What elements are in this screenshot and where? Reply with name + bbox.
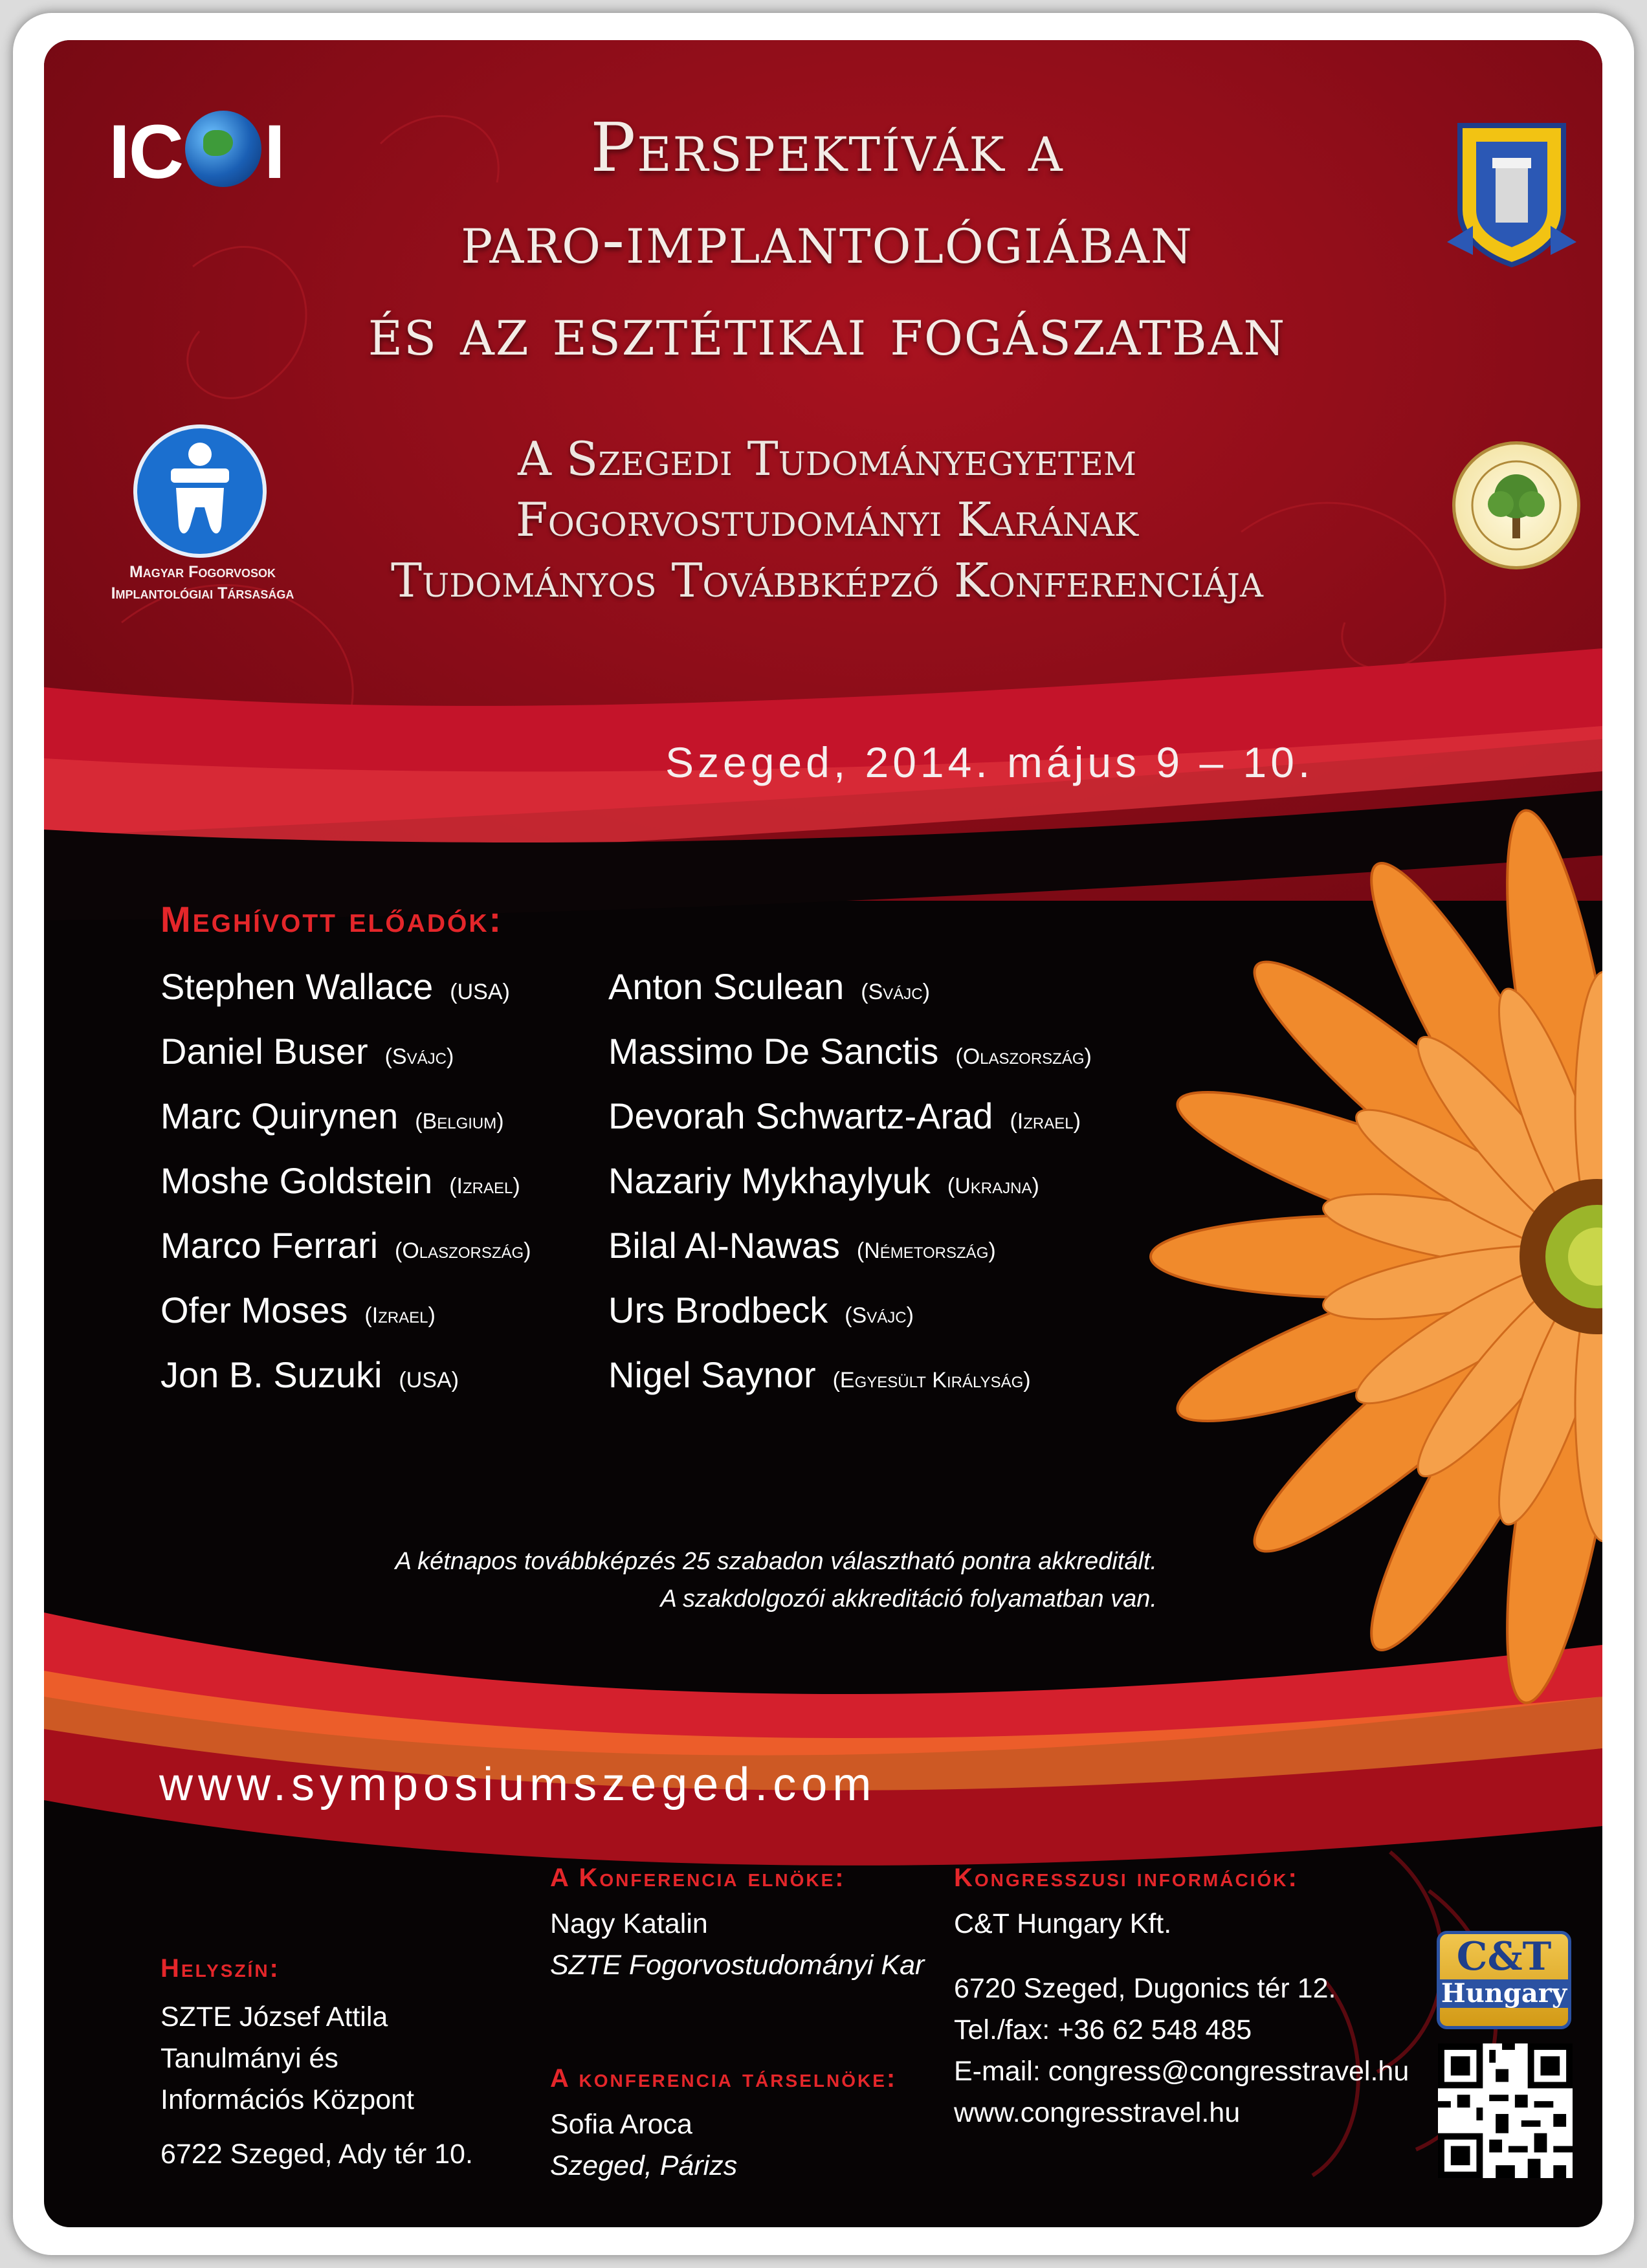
speaker-country: (Olaszország) [955,1044,1092,1069]
congress-heading: Kongresszusi információk: [954,1864,1299,1892]
icoi-logo-right: I [264,109,284,195]
president-heading: A Konferencia elnöke: [550,1864,846,1892]
speaker-country: (USA) [450,980,510,1004]
speaker-name: Nigel Saynor [608,1354,816,1395]
title-line: és az esztétikai fogászatban [368,292,1287,371]
speaker-name: Daniel Buser [160,1031,368,1072]
congress-address: 6720 Szeged, Dugonics tér 12. [954,1973,1336,2004]
orange-flower [1151,804,1602,1710]
accreditation-note [290,1543,1157,1618]
co-president-name: Sofia Aroca [550,2109,692,2140]
ct-logo-top: C&T [1456,1934,1552,1979]
accreditation-line: A szakdolgozói akkreditáció folyamatban van. [660,1585,1157,1613]
venue-line: SZTE József Attila [160,2001,388,2032]
speaker-country: (Belgium) [415,1109,504,1134]
event-date: Szeged, 2014. május 9 – 10. [665,738,1314,786]
venue-heading: Helyszín: [160,1954,280,1983]
speaker-country: (Izrael) [1010,1109,1081,1134]
speaker-name: Marc Quirynen [160,1095,399,1136]
congress-info-block [954,1864,1409,2133]
congress-phone: Tel./fax: +36 62 548 485 [954,2014,1252,2045]
president-affiliation: SZTE Fogorvostudományi Kar [550,1950,925,1981]
venue-line: Tanulmányi és [160,2043,338,2074]
speaker-item [608,1030,1092,1095]
title-line: paro-implantológiában [461,200,1193,279]
speaker-country: (Izrael) [364,1303,436,1328]
mfit-name-line: Magyar Fogorvosok [129,563,276,581]
speaker-name: Marco Ferrari [160,1225,379,1266]
speaker-country: (Svájc) [384,1044,454,1069]
venue-address: 6722 Szeged, Ady tér 10. [160,2139,473,2170]
mfit-name-line: Implantológiai Társasága [111,584,294,602]
speaker-name: Urs Brodbeck [608,1290,828,1330]
speaker-name: Devorah Schwartz-Arad [608,1095,993,1136]
ct-logo-bottom: Hungary [1441,1978,1567,2009]
periodontology-society-tree-icon [1452,441,1580,569]
speaker-item [160,1095,531,1160]
speaker-name: Moshe Goldstein [160,1160,433,1201]
speaker-country: (USA) [399,1368,459,1393]
speaker-country: (Olaszország) [395,1239,531,1263]
speaker-item [160,965,531,1030]
page-title [212,102,1442,377]
title-line: Perspektívák a [590,108,1064,187]
venue-line: Információs Központ [160,2084,414,2115]
speaker-country: (Egyesült Királyság) [832,1368,1031,1393]
speaker-item [160,1354,531,1418]
ct-hungary-logo [1437,1931,1571,2029]
president-block [550,1864,924,1986]
speaker-name: Jon B. Suzuki [160,1354,382,1395]
website-link[interactable]: www.symposiumszeged.com [159,1759,877,1811]
speakers-heading: Meghívott előadók: [160,899,503,940]
congress-company: C&T Hungary Kft. [954,1908,1172,1939]
subtitle-line: A Szegedi Tudományegyetem [517,432,1137,486]
accreditation-line: A kétnapos továbbképzés 25 szabadon választható pontra akkreditált. [395,1548,1157,1575]
speaker-country: (Svájc) [845,1303,914,1328]
speakers-left-column [160,965,531,1418]
venue-block [160,1954,473,2175]
speaker-item [608,965,1092,1030]
subtitle [238,428,1416,611]
speaker-name: Anton Sculean [608,966,845,1007]
speaker-name: Nazariy Mykhaylyuk [608,1160,931,1201]
co-president-affiliation: Szeged, Párizs [550,2150,738,2181]
speaker-country: (Svájc) [861,980,930,1004]
president-name: Nagy Katalin [550,1908,708,1939]
speaker-country: (Izrael) [449,1174,520,1198]
speaker-item [608,1289,1092,1354]
congress-web[interactable]: www.congresstravel.hu [954,2097,1241,2128]
congress-email[interactable]: E-mail: congress@congresstravel.hu [954,2056,1409,2087]
speaker-item [608,1160,1092,1224]
speaker-name: Massimo De Sanctis [608,1031,939,1072]
speaker-country: (Ukrajna) [947,1174,1039,1198]
speaker-name: Bilal Al-Nawas [608,1225,840,1266]
icoi-logo-left: IC [109,109,182,195]
speaker-item [608,1095,1092,1160]
speaker-item [160,1030,531,1095]
speaker-country: (Németország) [856,1239,996,1263]
qr-code-icon [1438,2043,1573,2178]
speaker-item [160,1289,531,1354]
poster [44,40,1602,2227]
subtitle-line: Fogorvostudományi Karának [515,492,1139,547]
co-president-heading: A konferencia társelnöke: [550,2064,898,2093]
speaker-item [160,1224,531,1289]
speaker-name: Stephen Wallace [160,966,434,1007]
subtitle-line: Tudományos Továbbképző Konferenciája [391,553,1263,608]
co-president-block [550,2064,897,2186]
speaker-item [160,1160,531,1224]
speakers-right-column [608,965,1092,1418]
university-crest-icon [1447,113,1576,268]
speaker-item [608,1224,1092,1289]
speaker-name: Ofer Moses [160,1290,348,1330]
speaker-item [608,1354,1092,1418]
